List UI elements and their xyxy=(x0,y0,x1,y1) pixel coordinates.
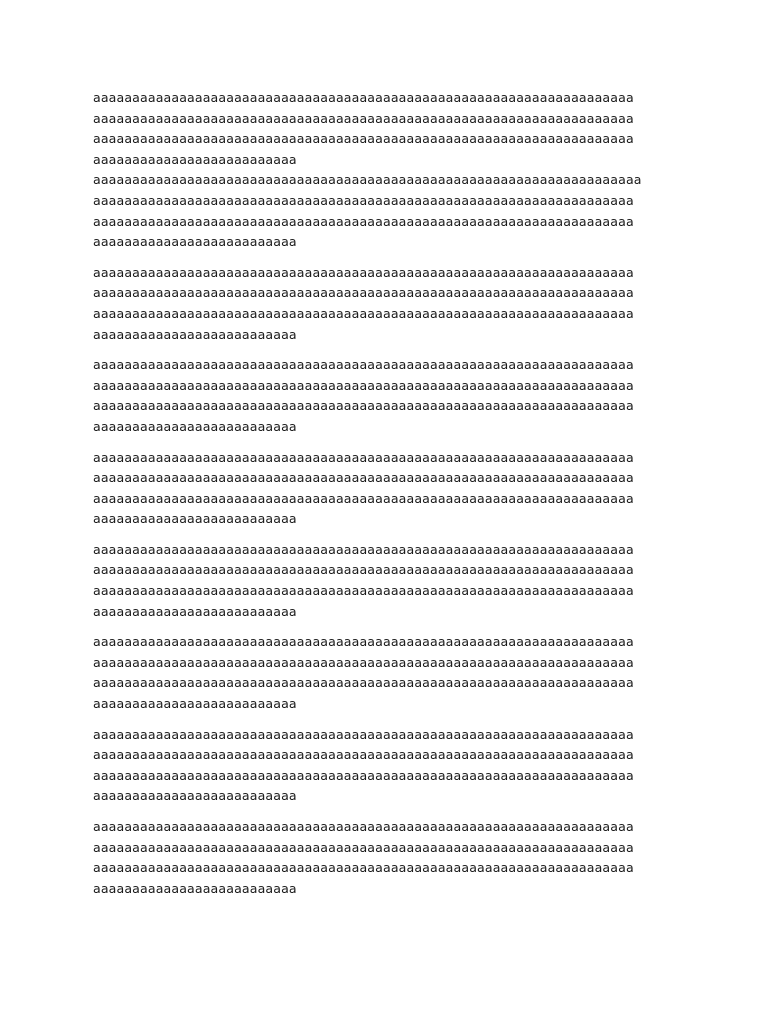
text-line: aaaaaaaaaaaaaaaaaaaaaaaaaaaaaaaaaaaaaaaaaaaaaaaaaaaaaaaaaaaaaaaaaaaaa xyxy=(93,634,634,650)
text-line: aaaaaaaaaaaaaaaaaaaaaaaaaa xyxy=(93,418,297,434)
paragraph-2 xyxy=(93,170,693,252)
text-line: aaaaaaaaaaaaaaaaaaaaaaaaaaaaaaaaaaaaaaaaaaaaaaaaaaaaaaaaaaaaaaaaaaaaa xyxy=(93,726,634,742)
text-line: aaaaaaaaaaaaaaaaaaaaaaaaaaaaaaaaaaaaaaaaaaaaaaaaaaaaaaaaaaaaaaaaaaaaa xyxy=(93,357,634,373)
text-line: aaaaaaaaaaaaaaaaaaaaaaaaaaaaaaaaaaaaaaaaaaaaaaaaaaaaaaaaaaaaaaaaaaaaa xyxy=(93,767,634,783)
text-line: aaaaaaaaaaaaaaaaaaaaaaaaaaaaaaaaaaaaaaaaaaaaaaaaaaaaaaaaaaaaaaaaaaaaa xyxy=(93,675,634,691)
text-line: aaaaaaaaaaaaaaaaaaaaaaaaaa xyxy=(93,696,297,712)
paragraph-6 xyxy=(93,540,693,622)
text-line: aaaaaaaaaaaaaaaaaaaaaaaaaaaaaaaaaaaaaaaaaaaaaaaaaaaaaaaaaaaaaaaaaaaaa xyxy=(93,860,634,876)
text-line: aaaaaaaaaaaaaaaaaaaaaaaaaaaaaaaaaaaaaaaaaaaaaaaaaaaaaaaaaaaaaaaaaaaaa xyxy=(93,839,634,855)
text-line: aaaaaaaaaaaaaaaaaaaaaaaaaaaaaaaaaaaaaaaaaaaaaaaaaaaaaaaaaaaaaaaaaaaaa xyxy=(93,377,634,393)
text-line: aaaaaaaaaaaaaaaaaaaaaaaaaa xyxy=(93,326,297,342)
text-line: aaaaaaaaaaaaaaaaaaaaaaaaaaaaaaaaaaaaaaaaaaaaaaaaaaaaaaaaaaaaaaaaaaaaa xyxy=(93,583,634,599)
paragraph-7 xyxy=(93,632,693,714)
text-line: aaaaaaaaaaaaaaaaaaaaaaaaaaaaaaaaaaaaaaaaaaaaaaaaaaaaaaaaaaaaaaaaaaaaa xyxy=(93,305,634,321)
text-line: aaaaaaaaaaaaaaaaaaaaaaaaaaaaaaaaaaaaaaaaaaaaaaaaaaaaaaaaaaaaaaaaaaaaa xyxy=(93,541,634,557)
text-line: aaaaaaaaaaaaaaaaaaaaaaaaaa xyxy=(93,511,297,527)
text-line: aaaaaaaaaaaaaaaaaaaaaaaaaaaaaaaaaaaaaaaaaaaaaaaaaaaaaaaaaaaaaaaaaaaaa xyxy=(93,213,634,229)
text-line: aaaaaaaaaaaaaaaaaaaaaaaaaaaaaaaaaaaaaaaaaaaaaaaaaaaaaaaaaaaaaaaaaaaaa xyxy=(93,747,634,763)
text-line: aaaaaaaaaaaaaaaaaaaaaaaaaa xyxy=(93,788,297,804)
paragraph-5 xyxy=(93,448,693,530)
text-line: aaaaaaaaaaaaaaaaaaaaaaaaaa xyxy=(93,603,297,619)
text-line: aaaaaaaaaaaaaaaaaaaaaaaaaa xyxy=(93,151,297,167)
text-line: aaaaaaaaaaaaaaaaaaaaaaaaaaaaaaaaaaaaaaaaaaaaaaaaaaaaaaaaaaaaaaaaaaaaa xyxy=(93,90,634,105)
text-line: aaaaaaaaaaaaaaaaaaaaaaaaaaaaaaaaaaaaaaaaaaaaaaaaaaaaaaaaaaaaaaaaaaaaa xyxy=(93,490,634,506)
text-line: aaaaaaaaaaaaaaaaaaaaaaaaaaaaaaaaaaaaaaaaaaaaaaaaaaaaaaaaaaaaaaaaaaaaa xyxy=(93,819,634,834)
text-line: aaaaaaaaaaaaaaaaaaaaaaaaaaaaaaaaaaaaaaaaaaaaaaaaaaaaaaaaaaaaaaaaaaaaa xyxy=(93,470,634,486)
document-body xyxy=(93,88,693,909)
text-line: aaaaaaaaaaaaaaaaaaaaaaaaaaaaaaaaaaaaaaaaaaaaaaaaaaaaaaaaaaaaaaaaaaaaa xyxy=(93,562,634,578)
paragraph-9 xyxy=(93,817,693,899)
paragraph-3 xyxy=(93,263,693,345)
text-line: aaaaaaaaaaaaaaaaaaaaaaaaaaaaaaaaaaaaaaaaaaaaaaaaaaaaaaaaaaaaaaaaaaaaa xyxy=(93,398,634,414)
text-line: aaaaaaaaaaaaaaaaaaaaaaaaaaaaaaaaaaaaaaaaaaaaaaaaaaaaaaaaaaaaaaaaaaaaa xyxy=(93,449,634,465)
text-line: aaaaaaaaaaaaaaaaaaaaaaaaaaaaaaaaaaaaaaaaaaaaaaaaaaaaaaaaaaaaaaaaaaaaa xyxy=(93,654,634,670)
paragraph-8 xyxy=(93,725,693,807)
paragraph-1 xyxy=(93,88,693,170)
text-line: aaaaaaaaaaaaaaaaaaaaaaaaaaaaaaaaaaaaaaaaaaaaaaaaaaaaaaaaaaaaaaaaaaaaa xyxy=(93,110,634,126)
text-line: aaaaaaaaaaaaaaaaaaaaaaaaaaaaaaaaaaaaaaaaaaaaaaaaaaaaaaaaaaaaaaaaaaaaa xyxy=(93,264,634,280)
text-line: aaaaaaaaaaaaaaaaaaaaaaaaaa xyxy=(93,234,297,250)
text-line: aaaaaaaaaaaaaaaaaaaaaaaaaa xyxy=(93,880,297,896)
text-line: aaaaaaaaaaaaaaaaaaaaaaaaaaaaaaaaaaaaaaaaaaaaaaaaaaaaaaaaaaaaaaaaaaaaa xyxy=(93,131,634,147)
paragraph-4 xyxy=(93,355,693,437)
text-line: aaaaaaaaaaaaaaaaaaaaaaaaaaaaaaaaaaaaaaaaaaaaaaaaaaaaaaaaaaaaaaaaaaaaa xyxy=(93,192,634,208)
text-line: aaaaaaaaaaaaaaaaaaaaaaaaaaaaaaaaaaaaaaaaaaaaaaaaaaaaaaaaaaaaaaaaaaaaaa xyxy=(93,172,642,188)
text-line: aaaaaaaaaaaaaaaaaaaaaaaaaaaaaaaaaaaaaaaaaaaaaaaaaaaaaaaaaaaaaaaaaaaaa xyxy=(93,285,634,301)
